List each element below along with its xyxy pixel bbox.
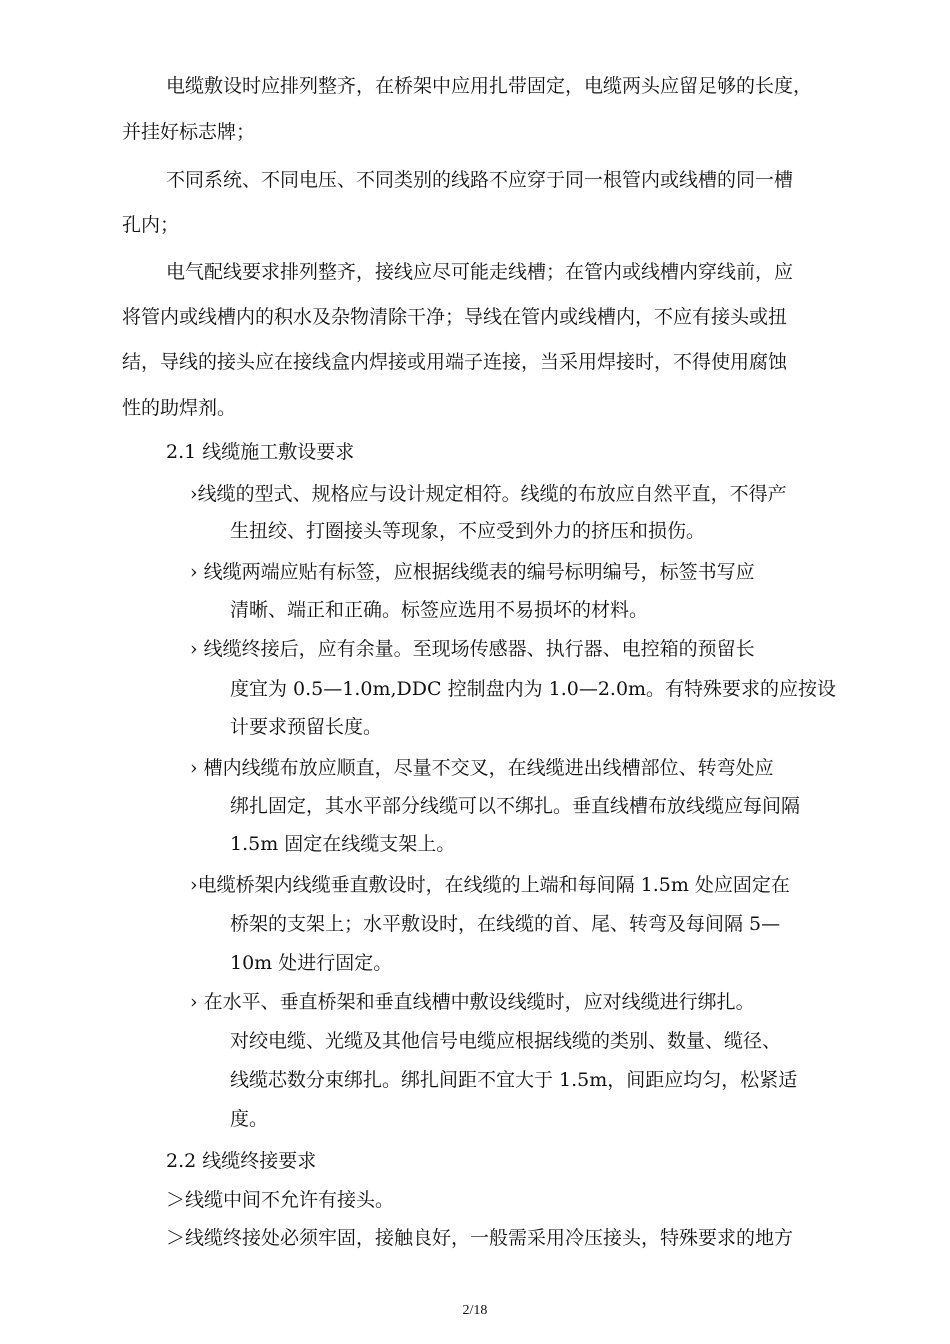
text-line: 线缆芯数分束绑扎。绑扎间距不宜大于 1.5m，间距应均匀，松紧适 — [230, 1069, 798, 1091]
text-line: 清晰、端正和正确。标签应选用不易损坏的材料。 — [230, 599, 649, 621]
text-line: 2.1 线缆施工敷设要求 — [166, 441, 355, 463]
text-line: ›线缆的型式、规格应与设计规定相符。线缆的布放应自然平直，不得产 — [190, 483, 787, 505]
text-line: › 线缆终接后，应有余量。至现场传感器、执行器、电控箱的预留长 — [190, 638, 755, 660]
text-line: 计要求预留长度。 — [230, 716, 383, 738]
text-line: 1.5m 固定在线缆支架上。 — [230, 833, 456, 855]
text-line: 度。 — [230, 1108, 269, 1130]
text-line: 并挂好标志牌； — [122, 121, 256, 143]
text-line: 孔内； — [122, 214, 180, 236]
text-line: 电气配线要求排列整齐，接线应尽可能走线槽；在管内或线槽内穿线前，应 — [166, 261, 794, 283]
text-line: 将管内或线槽内的积水及杂物清除干净；导线在管内或线槽内，不应有接头或扭 — [122, 306, 788, 328]
text-line: ›电缆桥架内线缆垂直敷设时，在线缆的上端和每间隔 1.5m 处应固定在 — [190, 874, 790, 896]
text-line: 10m 处进行固定。 — [230, 952, 393, 974]
text-line: 桥架的支架上；水平敷设时，在线缆的首、尾、转弯及每间隔 5— — [230, 913, 781, 935]
text-line: 不同系统、不同电压、不同类别的线路不应穿于同一根管内或线槽的同一槽 — [166, 169, 794, 191]
text-line: › 线缆两端应贴有标签，应根据线缆表的编号标明编号，标签书写应 — [190, 561, 755, 583]
text-line: ＞线缆中间不允许有接头。 — [166, 1189, 395, 1211]
text-line: 性的助焊剂。 — [122, 397, 237, 419]
text-line: 生扭绞、打圈接头等现象，不应受到外力的挤压和损伤。 — [230, 520, 706, 542]
page-number: 2/18 — [462, 1303, 488, 1318]
text-line: › 槽内线缆布放应顺直，尽量不交叉，在线缆进出线槽部位、转弯处应 — [190, 757, 774, 779]
text-line: 度宜为 0.5—1.0m,DDC 控制盘内为 1.0—2.0m。有特殊要求的应按设 — [230, 678, 837, 700]
text-line: 对绞电缆、光缆及其他信号电缆应根据线缆的类别、数量、缆径、 — [230, 1030, 782, 1052]
text-line: › 在水平、垂直桥架和垂直线槽中敷设线缆时，应对线缆进行绑扎。 — [190, 991, 755, 1013]
text-line: 绑扎固定，其水平部分线缆可以不绑扎。垂直线槽布放线缆应每间隔 — [230, 795, 801, 817]
text-line: ＞线缆终接处必须牢固，接触良好，一般需采用冷压接头，特殊要求的地方 — [166, 1227, 794, 1249]
text-line: 电缆敷设时应排列整齐，在桥架中应用扎带固定，电缆两头应留足够的长度， — [166, 75, 813, 97]
text-line: 2.2 线缆终接要求 — [166, 1150, 317, 1172]
text-line: 结，导线的接头应在接线盒内焊接或用端子连接，当采用焊接时，不得使用腐蚀 — [122, 351, 788, 373]
